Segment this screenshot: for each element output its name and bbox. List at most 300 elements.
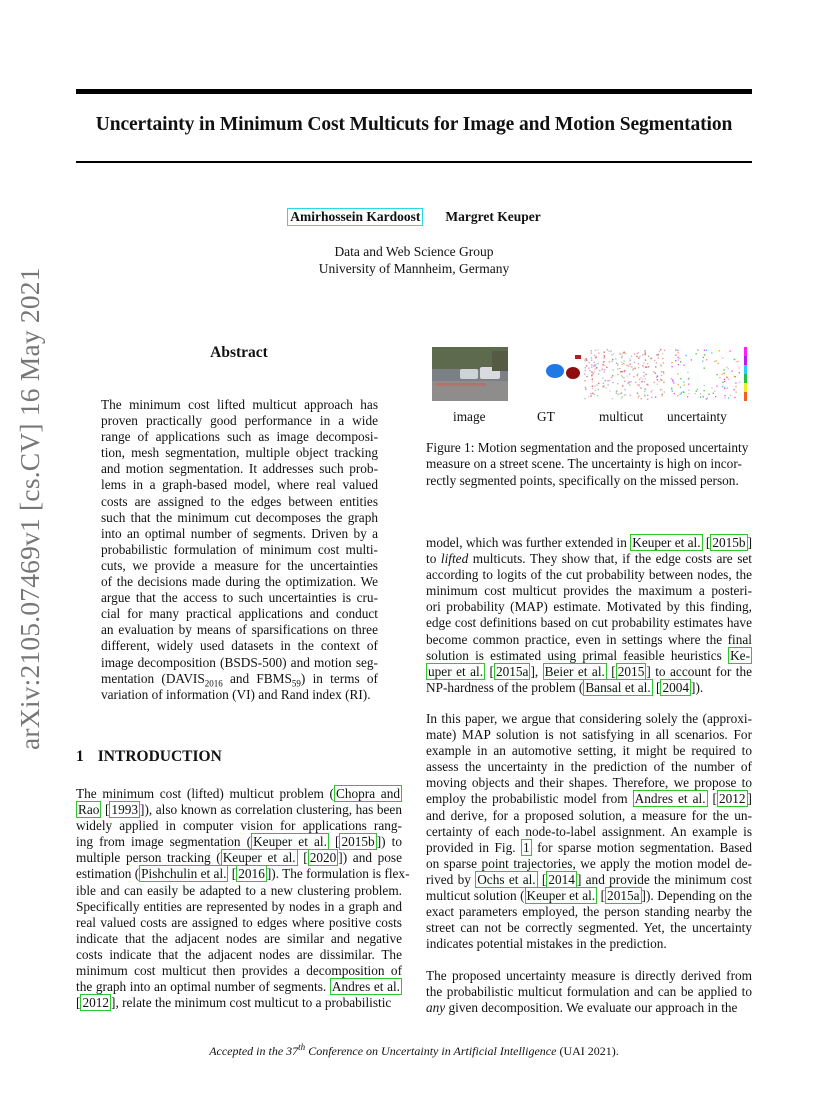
citation-link[interactable]: 2014 xyxy=(548,871,575,887)
uncertainty-point xyxy=(678,364,679,365)
uncertainty-point xyxy=(726,367,727,368)
multicut-point xyxy=(634,362,635,363)
affiliation-line: University of Mannheim, Germany xyxy=(318,261,510,276)
multicut-point xyxy=(595,390,596,391)
multicut-point xyxy=(598,353,599,354)
multicut-point xyxy=(625,353,626,354)
text-line xyxy=(426,632,752,648)
citation-link[interactable]: Rao xyxy=(78,802,100,818)
uncertainty-point xyxy=(696,353,697,354)
multicut-point xyxy=(639,356,640,357)
uncertainty-point xyxy=(675,349,676,350)
text-run: ori probability (MAP) estimate. Motivated by this finding, xyxy=(426,599,752,615)
uncertainty-point xyxy=(671,362,672,363)
uncertainty-point xyxy=(680,361,681,362)
author-keuper: Margret Keuper xyxy=(445,209,541,224)
multicut-point xyxy=(634,353,635,354)
text-run: example in an automotive setting, it might be required to xyxy=(426,743,752,759)
citation-link[interactable]: Ke- xyxy=(730,647,750,663)
multicut-point xyxy=(663,373,664,374)
multicut-point xyxy=(638,363,639,364)
uncertainty-point xyxy=(673,381,674,382)
uncertainty-point xyxy=(696,391,697,392)
uncertainty-point xyxy=(739,382,740,383)
text-line xyxy=(76,899,402,915)
caption-line: rectly segmented points, specifically on the missed person. xyxy=(426,472,739,488)
multicut-point xyxy=(603,383,604,384)
multicut-point xyxy=(653,371,654,372)
multicut-point xyxy=(603,361,604,362)
multicut-point xyxy=(629,384,630,385)
multicut-point xyxy=(586,376,587,377)
uncertainty-point xyxy=(672,391,673,392)
multicut-point xyxy=(617,394,618,395)
multicut-point xyxy=(660,364,661,365)
abstract-line: cuts, we provide a measure for the uncertainties xyxy=(101,557,378,573)
text-run: according to logits of the cut probability between nodes, the xyxy=(426,567,752,583)
citation-link[interactable]: 2016 xyxy=(238,866,265,882)
multicut-point xyxy=(633,368,634,369)
uncertainty-point xyxy=(679,394,680,395)
uncertainty-point xyxy=(711,352,712,353)
text-line xyxy=(426,775,752,791)
uncertainty-point xyxy=(734,359,735,360)
uncertainty-point xyxy=(681,392,682,393)
abstract-line: lems in a graph-based model, where real valued xyxy=(101,477,378,493)
right-paragraph-2 xyxy=(426,711,752,952)
uncertainty-point xyxy=(685,355,686,356)
uncertainty-point xyxy=(724,381,725,382)
uncertainty-point xyxy=(677,373,678,374)
uncertainty-point xyxy=(688,378,689,379)
text-run: ]) and pose xyxy=(338,850,403,866)
abstract-heading: Abstract xyxy=(210,344,268,361)
uncertainty-point xyxy=(719,350,720,351)
emphasis: any xyxy=(426,1000,446,1016)
uncertainty-point xyxy=(679,358,680,359)
multicut-point xyxy=(604,355,605,356)
text-line xyxy=(426,680,752,696)
uncertainty-point xyxy=(691,359,692,360)
multicut-point xyxy=(586,360,587,361)
multicut-point xyxy=(664,391,665,392)
citation-link[interactable]: 2004 xyxy=(662,679,690,695)
multicut-point xyxy=(650,358,651,359)
citation-link[interactable]: 1 xyxy=(523,839,530,855)
abstract-line: argue that the access to such uncertainties is cru- xyxy=(101,590,378,606)
citation-link[interactable]: Andres et al. xyxy=(634,791,706,807)
text-line xyxy=(76,883,402,899)
text-line xyxy=(76,786,402,802)
multicut-point xyxy=(647,399,648,400)
multicut-point xyxy=(607,384,608,385)
text-line xyxy=(426,904,752,920)
text-line xyxy=(426,872,752,888)
uncertainty-point xyxy=(680,378,681,379)
multicut-point xyxy=(647,363,648,364)
uncertainty-point xyxy=(722,358,723,359)
multicut-point xyxy=(619,353,620,354)
multicut-point xyxy=(591,364,592,365)
citation-link[interactable]: uper et al. xyxy=(428,663,484,679)
multicut-point xyxy=(633,376,634,377)
affiliation-line: Data and Web Science Group xyxy=(334,244,494,259)
multicut-point xyxy=(603,385,604,386)
multicut-point xyxy=(594,394,595,395)
uncertainty-point xyxy=(734,397,735,398)
multicut-point xyxy=(638,367,639,368)
text-run: The proposed uncertainty measure is directly derived from xyxy=(426,968,752,983)
multicut-point xyxy=(628,383,629,384)
multicut-point xyxy=(625,370,626,371)
text-line xyxy=(426,824,752,840)
citation-link[interactable]: 2015a xyxy=(607,888,640,904)
uncertainty-point xyxy=(707,398,708,399)
uncertainty-point xyxy=(713,393,714,394)
abstract-line: tion, mesh segmentation, multiple object tracking xyxy=(101,445,378,461)
multicut-point xyxy=(591,367,592,368)
multicut-point xyxy=(637,353,638,354)
uncertainty-point xyxy=(730,351,731,352)
multicut-point xyxy=(662,353,663,354)
multicut-point xyxy=(662,358,663,359)
text-run: provided in Fig. xyxy=(426,839,521,855)
multicut-point xyxy=(655,366,656,367)
text-line xyxy=(426,567,752,583)
uncertainty-point xyxy=(683,385,684,386)
multicut-point xyxy=(591,374,592,375)
uncertainty-point xyxy=(722,374,723,375)
multicut-point xyxy=(623,352,624,353)
top-rule xyxy=(76,89,752,94)
multicut-point xyxy=(656,354,657,355)
citation-link[interactable]: Chopra and xyxy=(335,786,400,801)
multicut-point xyxy=(654,382,655,383)
multicut-point xyxy=(658,381,659,382)
abstract-line: and motion segmentation. It addresses such prob- xyxy=(101,461,378,477)
footer-pre: Accepted in the 37 xyxy=(209,1044,299,1058)
multicut-point xyxy=(622,371,623,372)
citation-link[interactable]: 2015b xyxy=(341,834,375,850)
uncertainty-point xyxy=(714,391,715,392)
multicut-point xyxy=(642,365,643,366)
citation-link[interactable]: 2015 xyxy=(617,663,645,679)
multicut-point xyxy=(609,361,610,362)
text-run: real valued costs are assigned to edges where positive costs xyxy=(76,914,402,930)
text-line xyxy=(426,984,752,1000)
right-paragraph-1 xyxy=(426,535,752,696)
multicut-point xyxy=(594,362,595,363)
abstract-line: costs are assigned to the edges between entities xyxy=(101,493,378,509)
uncertainty-point xyxy=(723,369,724,370)
multicut-point xyxy=(644,381,645,382)
multicut-point xyxy=(660,389,661,390)
multicut-point xyxy=(622,396,623,397)
abstract-line: proven practically good performance in a wide xyxy=(101,413,378,429)
text-run: ing from image segmentation ( xyxy=(76,834,252,850)
text-run: costs indicate that the adjacent nodes are dissimilar. The xyxy=(76,946,402,962)
text-run: the probabilistic multicut formulation and can be applied to xyxy=(426,984,752,1000)
multicut-point xyxy=(596,367,597,368)
text-run: [ xyxy=(328,834,340,850)
text-run: In this paper, we argue that considering solely the (approxi- xyxy=(426,711,752,726)
multicut-point xyxy=(597,363,598,364)
text-run: ] xyxy=(747,791,752,807)
text-run: ]) to xyxy=(376,834,403,850)
text-line xyxy=(426,1000,752,1016)
citation-link[interactable]: Ochs et al. xyxy=(477,871,536,887)
uncertainty-point xyxy=(671,366,672,367)
uncertainty-point xyxy=(718,363,719,364)
uncertainty-point xyxy=(728,397,729,398)
multicut-point xyxy=(663,362,664,363)
section-number: 1 xyxy=(76,748,84,765)
abstract-line: an evaluation by means of sparsifications on three xyxy=(101,622,378,638)
multicut-point xyxy=(648,366,649,367)
uncertainty-point xyxy=(706,350,707,351)
multicut-point xyxy=(590,393,591,394)
multicut-point xyxy=(594,385,595,386)
citation-link[interactable]: 2020 xyxy=(309,850,337,866)
multicut-point xyxy=(652,389,653,390)
multicut-point xyxy=(643,372,644,373)
multicut-point xyxy=(613,369,614,370)
multicut-point xyxy=(641,398,642,399)
uncertainty-point xyxy=(739,367,740,368)
text-run: ], xyxy=(530,663,543,679)
multicut-point xyxy=(612,375,613,376)
figure-image-street xyxy=(432,347,508,401)
multicut-point xyxy=(638,397,639,398)
citation-link[interactable]: Bansal et al. xyxy=(585,679,651,695)
uncertainty-point xyxy=(732,371,733,372)
text-run: moving objects and their shapes. Therefore, we propose to xyxy=(426,775,752,791)
multicut-point xyxy=(594,371,595,372)
text-line xyxy=(426,648,752,664)
multicut-point xyxy=(590,370,591,371)
citation-link[interactable]: 2012 xyxy=(82,995,110,1011)
multicut-point xyxy=(592,393,593,394)
text-run: on sparse point trajectories, we apply the motion model de- xyxy=(426,855,752,871)
multicut-point xyxy=(610,350,611,351)
uncertainty-point xyxy=(671,378,672,379)
author-link-kardoost[interactable]: Amirhossein Kardoost xyxy=(287,208,423,226)
multicut-point xyxy=(630,381,631,382)
section-title: INTRODUCTION xyxy=(97,748,222,765)
text-line xyxy=(426,936,752,952)
multicut-point xyxy=(637,393,638,394)
multicut-point xyxy=(590,395,591,396)
multicut-point xyxy=(638,352,639,353)
figure-label: multicut xyxy=(599,409,644,424)
uncertainty-point xyxy=(716,374,717,375)
uncertainty-point xyxy=(737,361,738,362)
multicut-point xyxy=(607,349,608,350)
citation-link[interactable]: 2015b xyxy=(712,535,746,550)
text-run: [ xyxy=(702,535,711,550)
multicut-point xyxy=(611,377,612,378)
multicut-point xyxy=(638,357,639,358)
uncertainty-point xyxy=(687,372,688,373)
text-run: [ xyxy=(101,802,110,818)
multicut-point xyxy=(591,375,592,376)
multicut-point xyxy=(592,386,593,387)
text-line xyxy=(426,791,752,807)
text-line xyxy=(76,931,402,947)
uncertainty-point xyxy=(704,350,705,351)
multicut-point xyxy=(584,359,585,360)
text-line xyxy=(426,535,752,551)
abstract-line: image decomposition (BSDS-500) and motion seg- xyxy=(101,654,378,670)
multicut-point xyxy=(634,368,635,369)
multicut-point xyxy=(602,377,603,378)
figure-label: image xyxy=(453,409,486,424)
abstract-line: range of applications such as image decomposi- xyxy=(101,429,378,445)
multicut-point xyxy=(589,362,590,363)
multicut-point xyxy=(661,371,662,372)
uncertainty-point xyxy=(683,381,684,382)
multicut-point xyxy=(586,365,587,366)
uncertainty-point xyxy=(736,361,737,362)
multicut-point xyxy=(613,353,614,354)
text-run: [ xyxy=(228,866,237,882)
uncertainty-point xyxy=(704,354,705,355)
multicut-point xyxy=(616,390,617,391)
citation-link[interactable]: Andres et al. xyxy=(331,979,400,995)
uncertainty-point xyxy=(724,397,725,398)
citation-link[interactable]: Keuper et al. xyxy=(526,888,596,904)
uncertainty-point xyxy=(675,360,676,361)
multicut-point xyxy=(626,365,627,366)
multicut-point xyxy=(617,368,618,369)
text-line xyxy=(76,995,402,1011)
uncertainty-point xyxy=(688,384,689,385)
citation-link[interactable]: Keuper et al. xyxy=(253,834,327,850)
uncertainty-point xyxy=(715,396,716,397)
multicut-point xyxy=(584,398,585,399)
abstract-sub: 59 xyxy=(291,678,301,689)
text-line xyxy=(426,599,752,615)
multicut-point xyxy=(606,367,607,368)
caption-line: measure on a street scene. The uncertainty is high on incor- xyxy=(426,456,742,472)
text-line xyxy=(76,850,402,866)
multicut-point xyxy=(609,390,610,391)
multicut-point xyxy=(604,365,605,366)
multicut-point xyxy=(593,373,594,374)
multicut-point xyxy=(594,355,595,356)
multicut-point xyxy=(621,397,622,398)
text-run: certainty of each node-to-label assignment. An example is xyxy=(426,823,752,839)
uncertainty-point xyxy=(734,376,735,377)
text-line xyxy=(76,915,402,931)
text-run: ], relate the minimum cost multicut to a probabilistic xyxy=(111,995,392,1011)
multicut-point xyxy=(639,379,640,380)
intro-left-column xyxy=(76,786,410,1011)
text-line xyxy=(76,802,402,818)
multicut-point xyxy=(591,371,592,372)
abstract-line: variation of information (VI) and Rand index (RI). xyxy=(101,686,371,702)
uncertainty-point xyxy=(700,397,701,398)
multicut-point xyxy=(620,393,621,394)
multicut-point xyxy=(602,369,603,370)
citation-link[interactable]: 2012 xyxy=(718,791,746,807)
uncertainty-point xyxy=(739,372,740,373)
multicut-point xyxy=(645,354,646,355)
citation-link[interactable]: Beier et al. xyxy=(544,663,605,679)
multicut-point xyxy=(656,362,657,363)
multicut-point xyxy=(662,394,663,395)
multicut-point xyxy=(630,360,631,361)
uncertainty-point xyxy=(733,389,734,390)
text-run: ]). xyxy=(691,679,704,695)
citation-link[interactable]: Pishchulin et al. xyxy=(141,866,227,882)
multicut-point xyxy=(619,368,620,369)
uncertainty-colorbar xyxy=(744,347,747,401)
multicut-point xyxy=(622,355,623,356)
multicut-point xyxy=(663,371,664,372)
uncertainty-point xyxy=(735,382,736,383)
multicut-point xyxy=(596,356,597,357)
citation-link[interactable]: Keuper et al. xyxy=(632,535,701,550)
multicut-point xyxy=(658,357,659,358)
multicut-point xyxy=(654,360,655,361)
multicut-point xyxy=(656,377,657,378)
multicut-point xyxy=(612,359,613,360)
multicut-point xyxy=(624,371,625,372)
paper-title: Uncertainty in Minimum Cost Multicuts for Image and Motion Segmentation xyxy=(95,114,733,135)
uncertainty-point xyxy=(735,376,736,377)
multicut-point xyxy=(598,373,599,374)
multicut-point xyxy=(659,351,660,352)
right-paragraph-3 xyxy=(426,968,752,1016)
multicut-point xyxy=(615,358,616,359)
uncertainty-point xyxy=(677,352,678,353)
uncertainty-point xyxy=(688,390,689,391)
multicut-point xyxy=(584,360,585,361)
uncertainty-point xyxy=(724,395,725,396)
uncertainty-point xyxy=(680,387,681,388)
footer-post: (UAI 2021). xyxy=(556,1044,619,1058)
text-run: mate) MAP solution is not satisfying in all scenarios. For xyxy=(426,727,752,743)
abstract-text: ) in terms of xyxy=(300,670,378,686)
multicut-point xyxy=(645,367,646,368)
uncertainty-point xyxy=(722,386,723,387)
uncertainty-point xyxy=(724,379,725,380)
multicut-point xyxy=(585,389,586,390)
multicut-point xyxy=(604,356,605,357)
multicut-point xyxy=(637,374,638,375)
abstract-line xyxy=(101,671,378,687)
citation-link[interactable]: 2015a xyxy=(495,663,529,679)
citation-link[interactable]: Keuper et al. xyxy=(222,850,296,866)
multicut-point xyxy=(622,376,623,377)
text-line xyxy=(426,615,752,631)
citation-link[interactable]: 1993 xyxy=(111,802,139,818)
arxiv-stamp: arXiv:2105.07469v1 [cs.CV] 16 May 2021 xyxy=(14,267,45,750)
multicut-point xyxy=(597,349,598,350)
multicut-point xyxy=(624,381,625,382)
text-run: [ xyxy=(537,871,547,887)
uncertainty-point xyxy=(671,389,672,390)
multicut-point xyxy=(645,374,646,375)
text-line xyxy=(426,968,752,984)
uncertainty-point xyxy=(724,387,725,388)
text-run: [ xyxy=(707,791,717,807)
uncertainty-point xyxy=(716,386,717,387)
uncertainty-point xyxy=(703,357,704,358)
uncertainty-point xyxy=(675,355,676,356)
abstract-text: and FBMS xyxy=(222,670,292,686)
